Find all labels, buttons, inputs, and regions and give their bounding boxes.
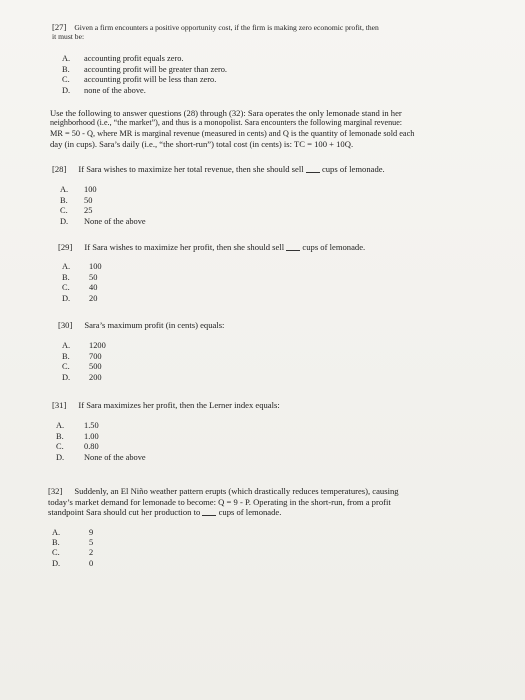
- question-27: [52, 22, 472, 42]
- option-text: none of the above.: [84, 85, 146, 95]
- options-30: [62, 341, 106, 383]
- option-text: 40: [89, 283, 98, 293]
- option-a: [62, 54, 227, 65]
- option-letter: C.: [60, 206, 68, 216]
- option-text: 500: [89, 362, 102, 372]
- answer-blank: [286, 242, 300, 251]
- option-letter: C.: [56, 442, 64, 452]
- option-text: accounting profit equals zero.: [84, 54, 184, 63]
- question-28: [52, 164, 385, 175]
- option-text: 200: [89, 372, 102, 382]
- option-text: None of the above: [84, 216, 146, 226]
- option-d: [62, 373, 106, 384]
- option-text: 50: [89, 272, 98, 282]
- option-a: [52, 528, 93, 538]
- question-32-line2: today’s market demand for lemonade to become: Q = 9 - P. Operating in the short-run, from a profit: [48, 496, 391, 507]
- option-letter: A.: [62, 54, 71, 63]
- passage-line: Use the following to answer questions (28) through (32): Sara operates the only lemonade stand in her: [50, 108, 402, 118]
- option-text: 9: [89, 528, 94, 537]
- question-32: [48, 486, 488, 518]
- option-d: [62, 86, 227, 97]
- option-letter: D.: [52, 558, 61, 568]
- option-a: [62, 262, 102, 273]
- option-text: accounting profit will be greater than zero.: [84, 64, 228, 74]
- question-stem-end: cups of lemonade.: [321, 164, 385, 174]
- question-32-line1: [48, 486, 488, 497]
- option-letter: D.: [62, 85, 71, 95]
- option-c: [60, 206, 146, 217]
- option-letter: D.: [62, 293, 71, 303]
- option-b: [62, 65, 227, 76]
- question-number: [31]: [52, 400, 67, 410]
- question-number: [28]: [52, 164, 67, 174]
- question-number: [29]: [58, 242, 73, 252]
- option-a: [62, 341, 106, 352]
- option-b: [60, 196, 146, 207]
- option-a: [60, 185, 146, 196]
- question-27-line2: it must be:: [52, 31, 85, 41]
- answer-blank: [202, 507, 216, 516]
- option-c: [62, 75, 227, 86]
- option-letter: A.: [62, 341, 71, 350]
- option-letter: D.: [60, 216, 69, 226]
- option-b: [62, 273, 102, 284]
- option-d: [52, 559, 93, 569]
- option-letter: B.: [62, 272, 70, 282]
- option-letter: A.: [52, 528, 61, 537]
- passage: [50, 108, 480, 150]
- option-c: [62, 362, 106, 373]
- passage-line: neighborhood (i.e., “the market”), and thus is a monopolist. Sara encounters the following marginal revenue:: [50, 118, 403, 128]
- question-32-line3: [48, 507, 488, 518]
- question-number: [32]: [48, 486, 63, 496]
- question-29: [58, 242, 365, 253]
- option-text: 20: [89, 293, 98, 303]
- option-letter: A.: [62, 262, 71, 271]
- question-31: [52, 400, 280, 411]
- option-letter: C.: [62, 283, 70, 293]
- option-text: 2: [89, 548, 94, 558]
- option-letter: C.: [52, 548, 60, 558]
- option-letter: B.: [56, 431, 64, 441]
- answer-blank: [306, 164, 320, 173]
- option-text: 0.80: [84, 442, 99, 452]
- option-c: [52, 548, 93, 558]
- question-stem: standpoint Sara should cut her production to: [48, 507, 201, 517]
- option-text: 50: [84, 195, 93, 205]
- option-text: 5: [89, 538, 94, 548]
- question-number: [27]: [52, 22, 67, 32]
- option-letter: A.: [60, 185, 69, 194]
- option-d: [62, 294, 102, 305]
- question-stem: Suddenly, an El Niño weather pattern erupts (which drastically reduces temperatures), causing: [74, 486, 399, 496]
- option-letter: A.: [56, 421, 65, 430]
- option-b: [56, 432, 146, 443]
- question-stem: If Sara wishes to maximize her profit, then she should sell: [84, 242, 285, 252]
- option-b: [52, 538, 93, 548]
- option-text: accounting profit will be less than zero.: [84, 75, 217, 85]
- option-d: [56, 453, 146, 464]
- options-28: [60, 185, 146, 227]
- question-stem: If Sara maximizes her profit, then the Lerner index equals:: [78, 400, 280, 410]
- option-text: 100: [84, 185, 97, 194]
- option-letter: B.: [52, 538, 60, 548]
- option-d: [60, 217, 146, 228]
- option-letter: B.: [60, 195, 68, 205]
- option-text: 0: [89, 558, 94, 568]
- passage-line: day (in cups). Sara’s daily (i.e., “the short-run”) total cost (in cents) is: TC = 100 + 10Q.: [50, 139, 354, 150]
- option-text: 25: [84, 206, 93, 216]
- option-text: 1200: [89, 341, 106, 350]
- option-letter: C.: [62, 75, 70, 85]
- question-stem: Given a firm encounters a positive opportunity cost, if the firm is making zero economic profit, then: [74, 23, 379, 32]
- question-number: [30]: [58, 320, 73, 330]
- options-27: [62, 54, 227, 96]
- options-29: [62, 262, 102, 304]
- option-text: None of the above: [84, 452, 146, 462]
- option-letter: B.: [62, 64, 70, 74]
- option-text: 1.00: [84, 431, 99, 441]
- question-30: [58, 320, 224, 331]
- option-b: [62, 352, 106, 363]
- option-text: 100: [89, 262, 102, 271]
- option-letter: B.: [62, 351, 70, 361]
- option-c: [62, 283, 102, 294]
- question-stem-end: cups of lemonade.: [302, 242, 366, 252]
- question-stem-end: cups of lemonade.: [218, 507, 282, 517]
- option-c: [56, 442, 146, 453]
- passage-line: MR = 50 - Q, where MR is marginal revenue (measured in cents) and Q is the quantity of lemonade sold each: [50, 128, 415, 138]
- options-32: [52, 528, 93, 569]
- option-text: 700: [89, 351, 102, 361]
- option-letter: C.: [62, 362, 70, 372]
- question-stem: Sara’s maximum profit (in cents) equals:: [84, 320, 225, 330]
- option-letter: D.: [56, 452, 65, 462]
- question-stem: If Sara wishes to maximize her total revenue, then she should sell: [78, 164, 304, 174]
- option-a: [56, 421, 146, 432]
- option-text: 1.50: [84, 421, 99, 430]
- option-letter: D.: [62, 372, 71, 382]
- options-31: [56, 421, 146, 463]
